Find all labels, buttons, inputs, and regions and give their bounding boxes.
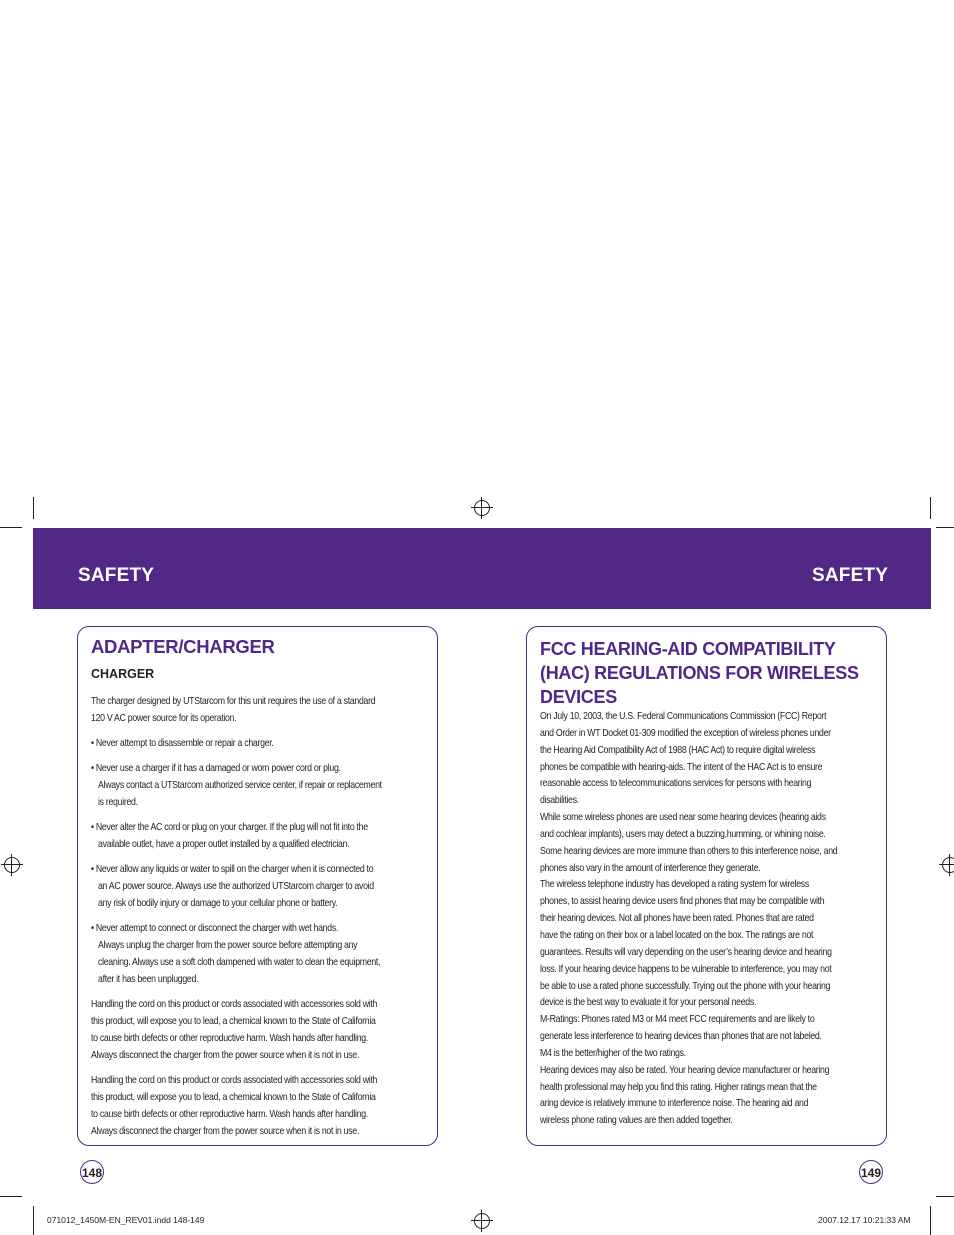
line-text: and cochlear implants), users may detect a buzzing,humming, or whining noise. <box>540 828 826 840</box>
line-text: Handling the cord on this product or cords associated with accessories sold with <box>91 999 378 1010</box>
hac-text-line <box>540 894 885 911</box>
bullet-item <box>91 819 431 853</box>
line-text: to cause birth defects or other reproductive harm. Wash hands after handling. <box>91 1109 368 1120</box>
line-text: Handling the cord on this product or cords associated with accessories sold with <box>91 1075 378 1086</box>
line-text: • Never use a charger if it has a damaged or worn power cord or plug. <box>91 763 341 774</box>
hac-text-line <box>540 1046 885 1063</box>
bullet-item <box>91 920 431 988</box>
line-text: this product, will expose you to lead, a chemical known to the State of California <box>91 1092 376 1103</box>
intro-line <box>91 710 431 727</box>
line-text: generate less interference to hearing devices than phones that are not labeled. <box>540 1031 822 1043</box>
charger-subheading: CHARGER <box>91 667 155 681</box>
crop-mark <box>0 1196 22 1197</box>
line-text: aring device is relatively immune to interference noise. The hearing aid and <box>540 1098 809 1110</box>
left-body <box>91 693 431 1140</box>
crop-mark <box>930 497 931 519</box>
bullet-item <box>91 735 431 752</box>
hac-text-line <box>540 709 885 726</box>
line-text: • Never alter the AC cord or plug on your charger. If the plug will not fit into the <box>91 822 368 833</box>
bullet-line <box>91 760 431 777</box>
paragraph-line <box>91 1030 431 1047</box>
line-text: • Never attempt to connect or disconnect the charger with wet hands. <box>91 923 339 934</box>
hac-text-line <box>540 1080 885 1097</box>
line-text: Some hearing devices are more immune than others to this interference noise, and <box>540 845 838 857</box>
line-text: M4 is the better/higher of the two ratings. <box>540 1047 686 1059</box>
line-text: have the rating on their box or a label located on the box. The ratings are not <box>540 929 814 941</box>
hac-text-line <box>540 1012 885 1029</box>
line-text: is required. <box>98 797 138 808</box>
warning-paragraph <box>91 996 431 1064</box>
bullet-item <box>91 861 431 912</box>
hac-text-line <box>540 776 885 793</box>
paragraph-line <box>91 1106 431 1123</box>
page-number-left: 148 <box>80 1160 104 1184</box>
hac-text-line <box>540 861 885 878</box>
line-text: M-Ratings: Phones rated M3 or M4 meet FCC requirements and are likely to <box>540 1014 815 1026</box>
bullet-line <box>91 920 431 937</box>
bullet-line <box>91 895 431 912</box>
crop-mark <box>936 1196 954 1197</box>
bullet-line <box>91 836 431 853</box>
line-text: and Order in WT Docket 01-309 modified the exception of wireless phones under <box>540 727 831 739</box>
intro-line <box>91 693 431 710</box>
bullet-line <box>91 937 431 954</box>
hac-heading <box>540 637 880 709</box>
line-text: • Never attempt to disassemble or repair a charger. <box>91 738 274 749</box>
crop-mark <box>936 527 954 528</box>
page-number-right: 149 <box>859 1160 883 1184</box>
hac-text-line <box>540 793 885 810</box>
line-text: • Never allow any liquids or water to spill on the charger when it is connected to <box>91 864 374 875</box>
line-text: available outlet, have a proper outlet installed by a qualified electrician. <box>98 839 350 850</box>
left-section-title: SAFETY <box>78 565 155 586</box>
hac-text-line <box>540 1096 885 1113</box>
line-text: loss. If your hearing device happens to be vulnerable to interference, you may not <box>540 963 832 975</box>
line-text: health professional may help you find this rating. Higher ratings mean that the <box>540 1081 817 1093</box>
line-text: an AC power source. Always use the authorized UTStarcom charger to avoid <box>98 881 374 892</box>
line-text: While some wireless phones are used near some hearing devices (hearing aids <box>540 812 826 824</box>
line-text: reasonable access to telecommunications services for persons with hearing <box>540 778 812 790</box>
adapter-charger-heading: ADAPTER/CHARGER <box>91 636 275 657</box>
line-text: cleaning. Always use a soft cloth dampened with water to clean the equipment, <box>98 957 381 968</box>
paragraph-line <box>91 1072 431 1089</box>
bullet-line <box>91 971 431 988</box>
line-text: phones, to assist hearing device users find phones that may be compatible with <box>540 896 825 908</box>
hac-text-line <box>540 844 885 861</box>
hac-text-line <box>540 911 885 928</box>
line-text: wireless phone rating values are then added together. <box>540 1115 733 1127</box>
hac-text-line <box>540 760 885 777</box>
header-band <box>33 528 931 609</box>
line-text: The charger designed by UTStarcom for this unit requires the use of a standard <box>91 696 376 707</box>
heading-line: FCC HEARING-AID COMPATIBILITY <box>540 639 836 659</box>
hac-text-line <box>540 726 885 743</box>
bullet-item <box>91 760 431 811</box>
registration-mark-icon <box>942 857 954 873</box>
hac-text-line <box>540 979 885 996</box>
line-text: be able to use a rated phone successfully. Trying out the phone with your hearing <box>540 980 831 992</box>
hac-text-line <box>540 1113 885 1130</box>
crop-mark <box>0 527 22 528</box>
line-text: any risk of bodily injury or damage to your cellular phone or battery. <box>98 898 338 909</box>
line-text: Always disconnect the charger from the power source when it is not in use. <box>91 1126 359 1137</box>
hac-text-line <box>540 945 885 962</box>
line-text: phones be compatible with hearing-aids. The intent of the HAC Act is to ensure <box>540 761 823 773</box>
hac-text-line <box>540 962 885 979</box>
line-text: guarantees. Results will vary depending on the user’s hearing device and hearing <box>540 946 832 958</box>
line-text: to cause birth defects or other reproductive harm. Wash hands after handling. <box>91 1033 368 1044</box>
bullet-line <box>91 794 431 811</box>
hac-text-line <box>540 827 885 844</box>
hac-text-line <box>540 995 885 1012</box>
line-text: disabilities. <box>540 795 579 807</box>
line-text: phones also vary in the amount of interference they generate. <box>540 862 761 874</box>
line-text: Always disconnect the charger from the power source when it is not in use. <box>91 1050 359 1061</box>
paragraph-line <box>91 1089 431 1106</box>
hac-text-line <box>540 743 885 760</box>
slug-filename: 071012_1450M-EN_REV01.indd 148-149 <box>47 1215 205 1225</box>
hac-text-line <box>540 1063 885 1080</box>
line-text: this product, will expose you to lead, a chemical known to the State of California <box>91 1016 376 1027</box>
paragraph-line <box>91 1123 431 1140</box>
line-text: Hearing devices may also be rated. Your hearing device manufacturer or hearing <box>540 1064 830 1076</box>
right-body <box>540 709 885 1130</box>
bullet-line <box>91 878 431 895</box>
line-text: Always contact a UTStarcom authorized service center, if repair or replacement <box>98 780 382 791</box>
paragraph-line <box>91 1013 431 1030</box>
heading-line: DEVICES <box>540 687 617 707</box>
slug-timestamp: 2007.12.17 10:21:33 AM <box>818 1215 911 1225</box>
warning-paragraph <box>91 1072 431 1140</box>
bullet-line <box>91 954 431 971</box>
adapter-charger-box <box>77 626 438 1146</box>
registration-mark-icon <box>474 500 490 516</box>
bullet-line <box>91 861 431 878</box>
heading-line: (HAC) REGULATIONS FOR WIRELESS <box>540 663 859 683</box>
bullet-line <box>91 777 431 794</box>
paragraph-line <box>91 1047 431 1064</box>
crop-mark <box>33 497 34 519</box>
crop-mark <box>33 1206 34 1235</box>
registration-mark-icon <box>4 857 20 873</box>
line-text: Always unplug the charger from the power source before attempting any <box>98 940 358 951</box>
line-text: their hearing devices. Not all phones have been rated. Phones that are rated <box>540 913 814 925</box>
line-text: device is the best way to evaluate it for your personal needs. <box>540 997 757 1009</box>
registration-mark-icon <box>474 1213 490 1229</box>
bullet-line <box>91 735 431 752</box>
hac-text-line <box>540 877 885 894</box>
paragraph-line <box>91 996 431 1013</box>
hac-regulations-box <box>526 626 887 1146</box>
right-section-title: SAFETY <box>812 565 889 586</box>
hac-text-line <box>540 1029 885 1046</box>
bullet-line <box>91 819 431 836</box>
crop-mark <box>930 1206 931 1235</box>
hac-text-line <box>540 810 885 827</box>
line-text: 120 V AC power source for its operation. <box>91 713 237 724</box>
line-text: The wireless telephone industry has developed a rating system for wireless <box>540 879 809 891</box>
hac-text-line <box>540 928 885 945</box>
line-text: after it has been unplugged. <box>98 974 199 985</box>
line-text: the Hearing Aid Compatibility Act of 1988 (HAC Act) to require digital wireless <box>540 744 816 756</box>
line-text: On July 10, 2003, the U.S. Federal Communications Commission (FCC) Report <box>540 711 827 722</box>
